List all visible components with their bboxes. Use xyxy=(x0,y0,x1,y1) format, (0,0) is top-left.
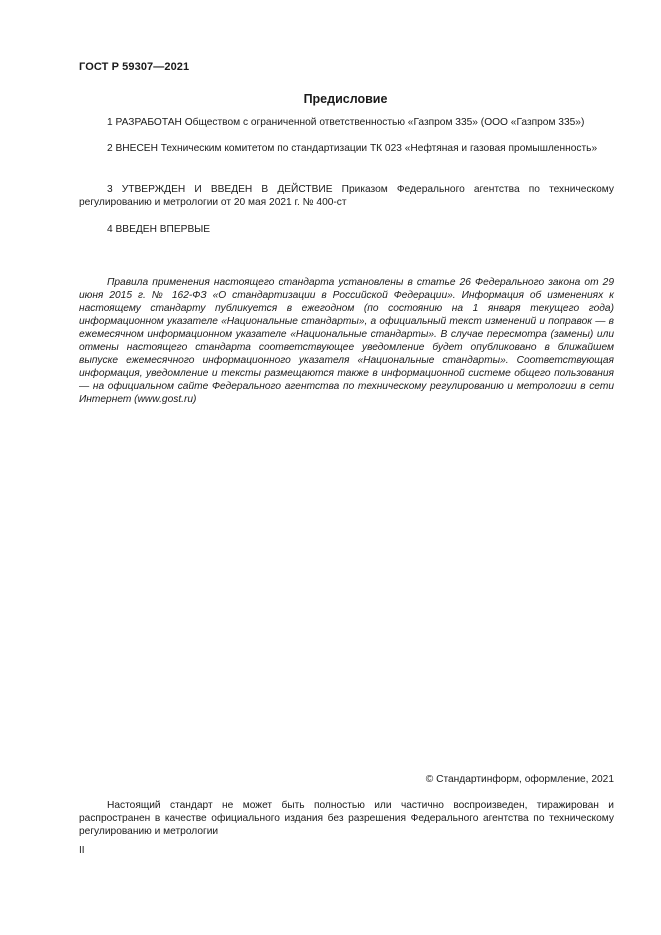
rules-note: Правила применения настоящего стандарта установлены в статье 26 Федерального закона от 29 июня 2015 г. № 162-ФЗ «О стандартизации в Российской Федерации». Информация об изменениях к настоящему стандарту публикуется в ежегодном (по состоянию на 1 января текущего года) информационном указателе «Национальные стандарты», а официальный текст изменений и поправок — в ежемесячном информационном указателе «Национальные стандарты». В случае пересмотра (замены) или отмены настоящего стандарта соответствующее уведомление будет опубликовано в ближайшем выпуске ежемесячного информационного указателя «Национальные стандарты». Соответствующая информация, уведомление и тексты размещаются также в информационной системе общего пользования — на официальном сайте Федерального агентства по техническому регулированию и метрологии в сети Интернет (www.gost.ru) xyxy=(79,277,614,405)
preface-item-developed: 1 РАЗРАБОТАН Обществом с ограниченной ответственностью «Газпром 335» (ООО «Газпром 335») xyxy=(107,117,585,128)
copyright-line: © Стандартинформ, оформление, 2021 xyxy=(425,774,614,785)
preface-item-introduced: 2 ВНЕСЕН Техническим комитетом по стандартизации ТК 023 «Нефтяная и газовая промышленность» xyxy=(107,143,598,154)
reproduction-notice: Настоящий стандарт не может быть полностью или частично воспроизведен, тиражирован и распространен в качестве официального издания без разрешения Федерального агентства по техническому регулированию и метрологии xyxy=(79,800,614,837)
preface-item-first-introduced: 4 ВВЕДЕН ВПЕРВЫЕ xyxy=(107,224,211,235)
preface-item-approved: 3 УТВЕРЖДЕН И ВВЕДЕН В ДЕЙСТВИЕ Приказом Федерального агентства по техническому регулированию и метрологии от 20 мая 2021 г. № 400-ст xyxy=(79,184,614,208)
page-number: II xyxy=(79,845,85,856)
page-title: Предисловие xyxy=(303,92,388,106)
standard-code: ГОСТ Р 59307—2021 xyxy=(79,61,190,73)
